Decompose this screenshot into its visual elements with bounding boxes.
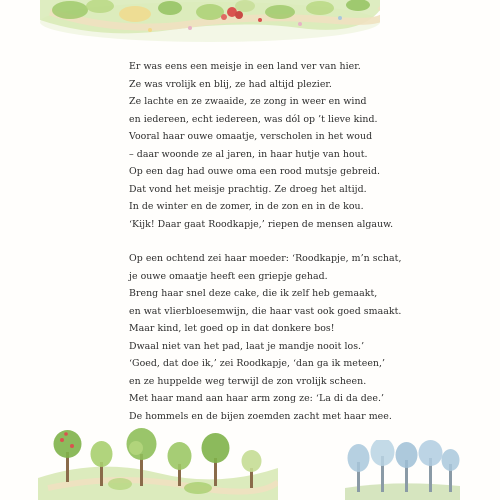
poem-line: Dat vond het meisje prachtig. Ze droeg het altijd. (129, 183, 367, 195)
poem-line: je ouwe omaatje heeft een griepje gehad. (129, 270, 328, 282)
poem-line: Ze lachte en ze zwaaide, ze zong in weer en wind (129, 96, 367, 107)
poem-line: ‘Kijk! Daar gaat Roodkapje,’ riepen de mensen algauw. (129, 218, 394, 230)
poem-line: Maar kind, let goed op in dat donkere bos! (129, 323, 335, 334)
poem-line: Ze was vrolijk en blij, ze had altijd plezier. (129, 78, 332, 90)
poem-line: In de winter en de zomer, in de zon en in de kou. (129, 201, 364, 212)
poem-line: ‘Goed, dat doe ik,’ zei Roodkapje, ‘dan ga ik meteen,’ (129, 358, 386, 369)
poem-text (129, 58, 449, 425)
meadow-illustration-top (40, 0, 380, 46)
poem-line: – daar woonde ze al jaren, in haar hutje van hout. (129, 148, 368, 160)
poem-line: Met haar mand aan haar arm zong ze: ‘La di da dee.’ (129, 393, 385, 404)
poem-line: Vooral haar ouwe omaatje, verscholen in het woud (129, 131, 373, 142)
poem-line: Breng haar snel deze cake, die ik zelf heb gemaakt, (129, 288, 378, 299)
forest-illustration-bottom-left (38, 418, 278, 500)
poem-line: en ze huppelde weg terwijl de zon vrolijk scheen. (129, 375, 367, 387)
poem-line: Er was eens een meisje in een land ver van hier. (129, 61, 361, 72)
poem-line: Op een dag had ouwe oma een rood mutsje gebreid. (129, 166, 381, 177)
poem-line: en iedereen, echt iedereen, was dól op ’t lieve kind. (129, 113, 378, 125)
forest-illustration-bottom-right (345, 440, 460, 500)
poem-line: Dwaal niet van het pad, laat je mandje nooit los.’ (129, 340, 365, 352)
stanza-gap (129, 233, 449, 250)
poem-line: Op een ochtend zei haar moeder: ‘Roodkapje, m’n schat, (129, 253, 402, 264)
poem-line: en wat vlierbloesemwijn, die haar vast ook goed smaakt. (129, 305, 402, 317)
poem-line: De hommels en de bijen zoemden zacht met haar mee. (129, 410, 392, 422)
